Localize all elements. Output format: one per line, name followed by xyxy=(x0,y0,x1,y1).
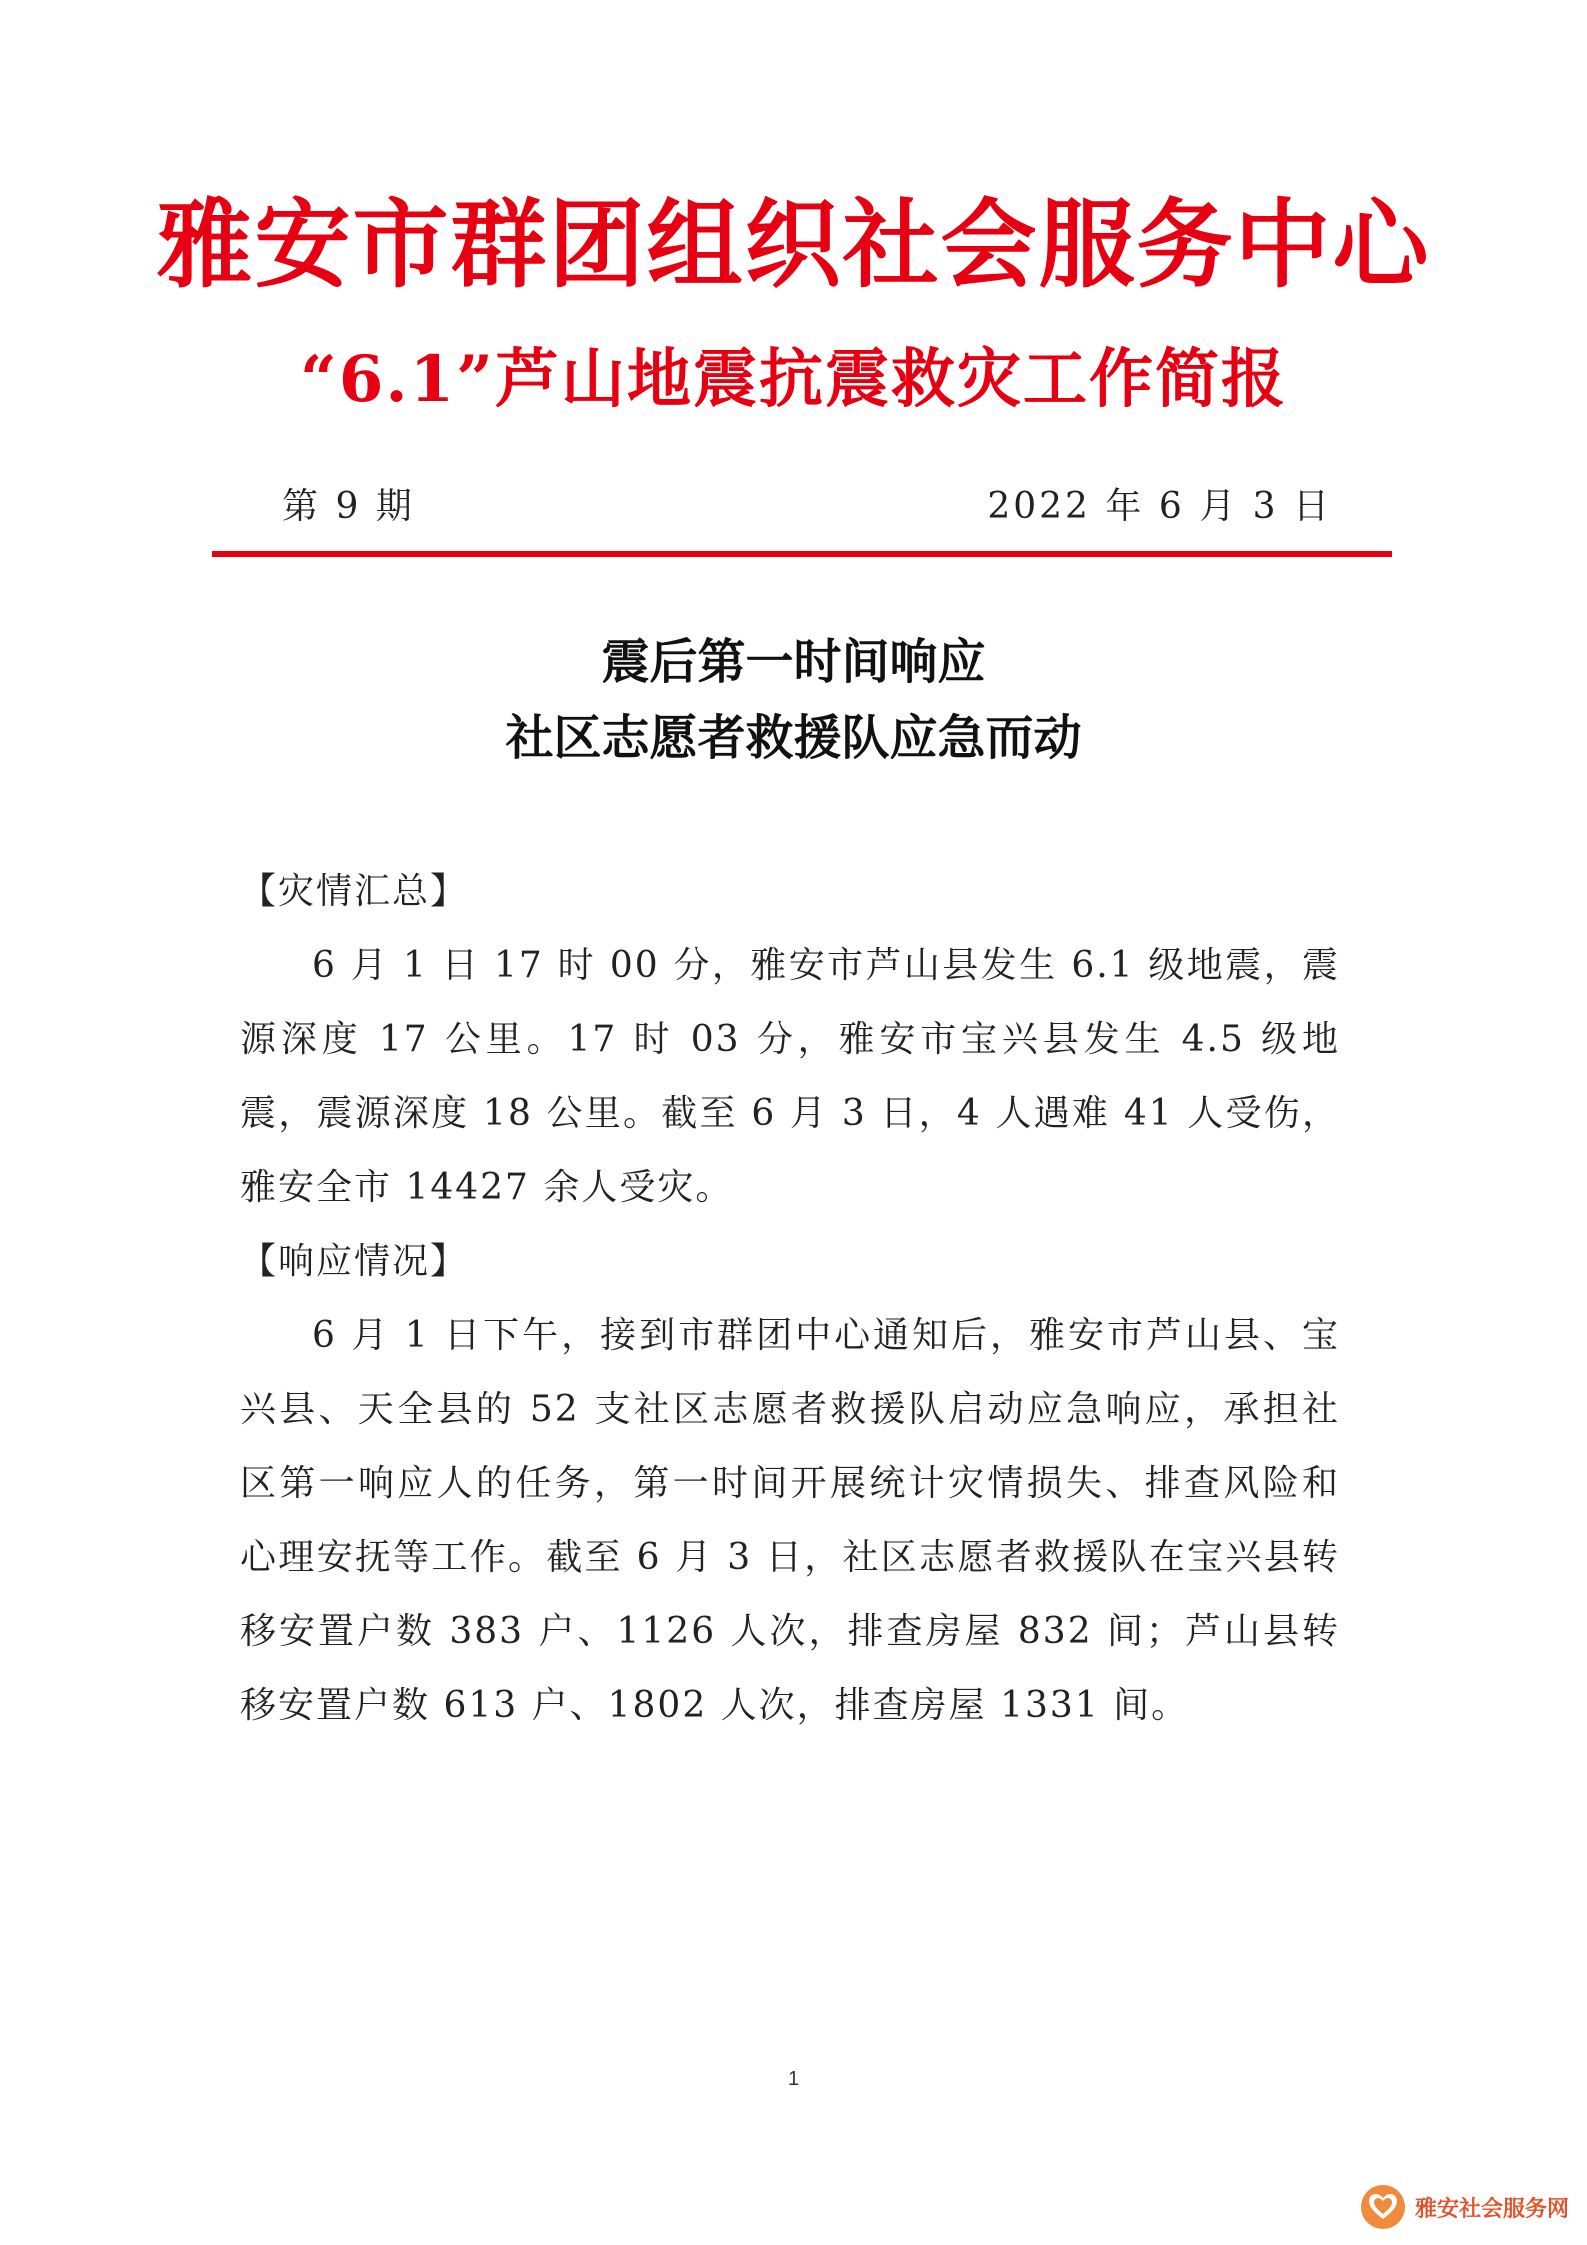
masthead-organization: 雅安市群团组织社会服务中心 xyxy=(156,189,1431,301)
masthead-divider xyxy=(212,551,1392,557)
article-title-line-1: 震后第一时间响应 xyxy=(601,634,986,690)
site-watermark xyxy=(1361,2185,1569,2229)
page-number: 1 xyxy=(787,2068,800,2090)
section-heading-disaster-summary: 【灾情汇总】 xyxy=(240,871,469,912)
issue-row xyxy=(282,482,1332,532)
masthead-subtitle: “6.1”芦山地震抗震救灾工作简报 xyxy=(300,342,1287,417)
issue-number: 第 9 期 xyxy=(282,486,415,527)
article-body xyxy=(240,855,1340,1743)
section-paragraph-response: 6 月 1 日下午，接到市群团中心通知后，雅安市芦山县、宝兴县、天全县的 52 支社区志愿者救援队启动应急响应，承担社区第一响应人的任务，第一时间开展统计灾情损失、排查风险和心理安抚等工作。截至 6 月 3 日，社区志愿者救援队在宝兴县转移安置户数 383 户、1126 人次，排查房屋 832 间；芦山县转移安置户数 613 户、1802 人次，排查房屋 1331 间。 xyxy=(240,1315,1340,1726)
section-heading-response: 【响应情况】 xyxy=(240,1241,469,1282)
heart-hands-logo-icon xyxy=(1361,2185,1405,2229)
watermark-text: 雅安社会服务网 xyxy=(1414,2196,1569,2222)
issue-date: 2022 年 6 月 3 日 xyxy=(987,486,1332,527)
section-paragraph-disaster-summary: 6 月 1 日 17 时 00 分，雅安市芦山县发生 6.1 级地震，震源深度 17 公里。17 时 03 分，雅安市宝兴县发生 4.5 级地震，震源深度 18 公里。截至 6 月 3 日，4 人遇难 41 人受伤，雅安全市 14427 余人受灾。 xyxy=(240,945,1340,1208)
article-title-line-2: 社区志愿者救援队应急而动 xyxy=(505,710,1082,766)
